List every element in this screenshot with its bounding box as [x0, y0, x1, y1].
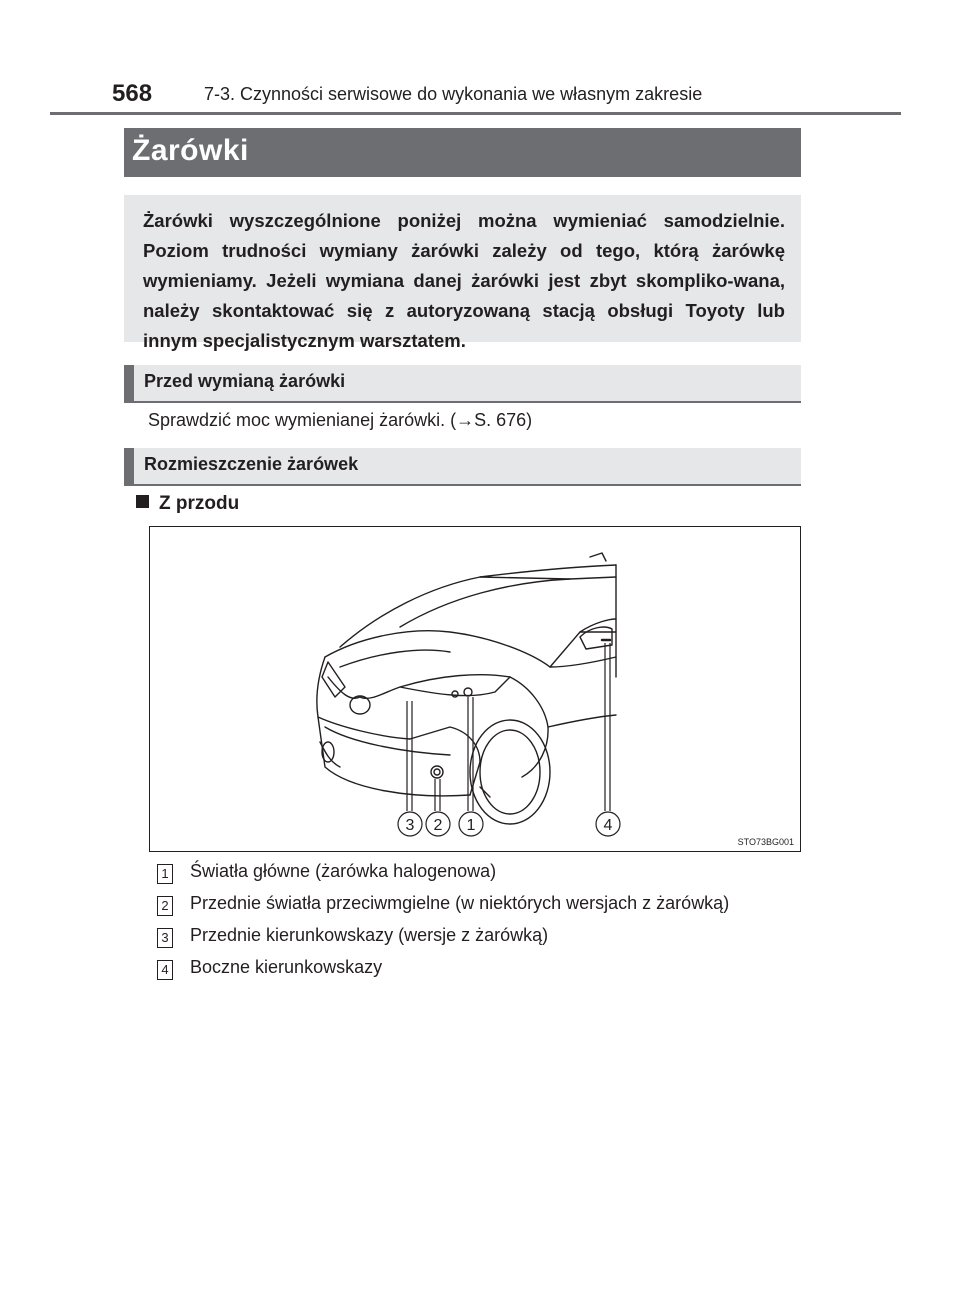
figure-code: STO73BG001 [737, 837, 794, 847]
legend-text: Przednie światła przeciwmgielne (w niektórych wersjach z żarówką) [190, 893, 730, 913]
legend-number: 3 [157, 928, 173, 948]
legend-number: 2 [157, 896, 173, 916]
front-subheading-text: Z przodu [159, 493, 240, 514]
legend-text: Światła główne (żarówka halogenowa) [190, 861, 497, 881]
legend-number: 1 [157, 864, 173, 884]
intro-box [124, 195, 801, 351]
callout-label: 1 [466, 817, 476, 834]
callout-label: 3 [405, 817, 415, 834]
section-heading-before-replacement [124, 365, 801, 403]
section-title-bar [124, 128, 801, 177]
chapter-title: 7-3. Czynności serwisowe do wykonania we własnym zakresie [204, 84, 703, 104]
intro-text: Żarówki wyszczególnione poniżej można wymieniać samodzielnie. Poziom trudności wymiany żarówki zależy od tego, którą żarówkę wymieniamy. Jeżeli wymiana danej żarówki jest zbyt skompliko-wana, należy skontaktować się z autoryzowaną stacją obsługi Toyoty lub innym specjalistycznym warsztatem. [143, 210, 785, 351]
section-heading-text: Rozmieszczenie żarówek [144, 454, 359, 474]
header-rule [50, 112, 901, 115]
section-heading-text: Przed wymianą żarówki [144, 371, 346, 391]
callout-label: 4 [603, 817, 613, 834]
section-marker [124, 448, 134, 484]
section-marker [124, 365, 134, 401]
section-heading-bulb-locations [124, 448, 801, 486]
callout-label: 2 [433, 817, 443, 834]
page-header [0, 0, 960, 116]
legend-number: 4 [157, 960, 173, 980]
car-illustration [150, 527, 800, 851]
front-subheading [136, 493, 239, 515]
page-title: Żarówki [132, 134, 249, 167]
check-wattage-text: Sprawdzić moc wymienianej żarówki. (→S. 676) [148, 410, 533, 430]
legend-text: Boczne kierunkowskazy [190, 957, 383, 977]
square-bullet-icon [136, 495, 149, 508]
legend-text: Przednie kierunkowskazy (wersje z żarówką) [190, 925, 549, 945]
car-front-figure [149, 526, 801, 852]
page-number: 568 [112, 80, 153, 107]
